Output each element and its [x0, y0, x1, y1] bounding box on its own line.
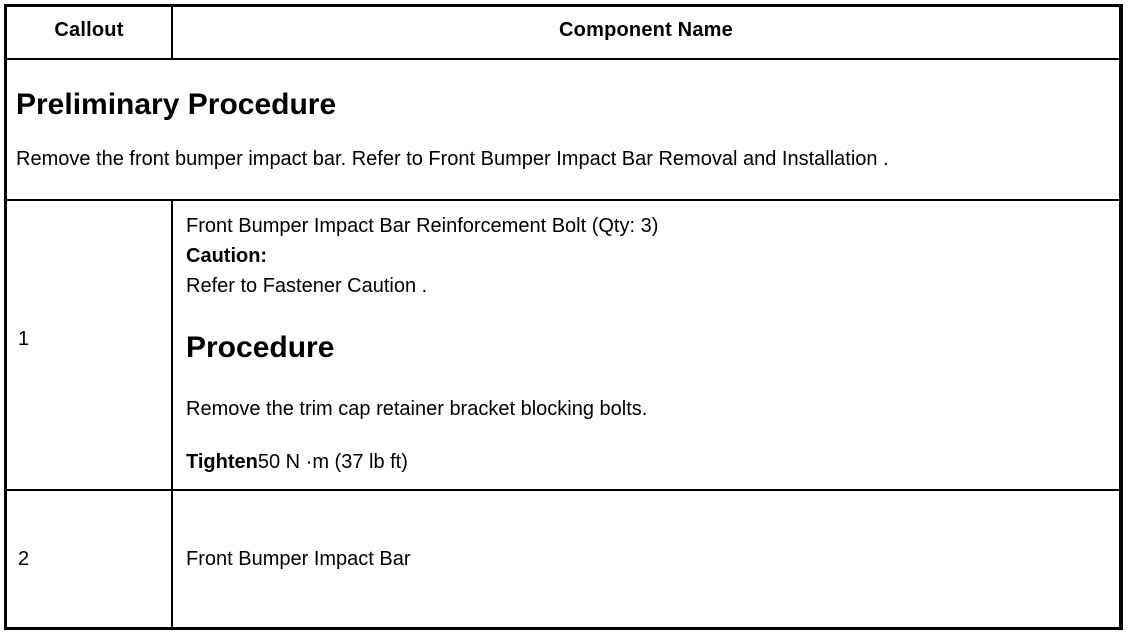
callout-number: 2	[18, 548, 30, 570]
callout-header: Callout	[54, 19, 124, 41]
component-table	[4, 4, 1123, 630]
table-header-row	[7, 7, 1119, 60]
component-cell	[173, 491, 1119, 627]
component-cell	[173, 201, 1119, 489]
tighten-value: 50 N ·m (37 lb ft)	[257, 451, 408, 473]
caution-text: Refer to Fastener Caution .	[186, 275, 428, 297]
component-name: Front Bumper Impact Bar Reinforcement Bolt (Qty: 3)	[186, 215, 659, 237]
tighten-label: Tighten	[186, 451, 258, 473]
table-row	[7, 201, 1119, 491]
tighten-spec	[186, 451, 408, 474]
component-name: Front Bumper Impact Bar	[186, 548, 411, 570]
procedure-heading: Procedure	[186, 331, 335, 364]
component-name-header: Component Name	[559, 19, 733, 41]
preliminary-procedure-heading: Preliminary Procedure	[16, 88, 337, 121]
callout-number: 1	[18, 328, 30, 350]
component-name-header-cell	[173, 7, 1119, 58]
callout-cell	[7, 201, 173, 489]
table-row	[7, 491, 1119, 627]
preliminary-procedure-row	[7, 60, 1119, 201]
preliminary-procedure-text: Remove the front bumper impact bar. Refer to Front Bumper Impact Bar Removal and Installation .	[16, 148, 889, 170]
caution-label: Caution:	[186, 245, 268, 267]
procedure-text: Remove the trim cap retainer bracket blocking bolts.	[186, 398, 648, 420]
callout-cell	[7, 491, 173, 627]
callout-header-cell	[7, 7, 173, 58]
